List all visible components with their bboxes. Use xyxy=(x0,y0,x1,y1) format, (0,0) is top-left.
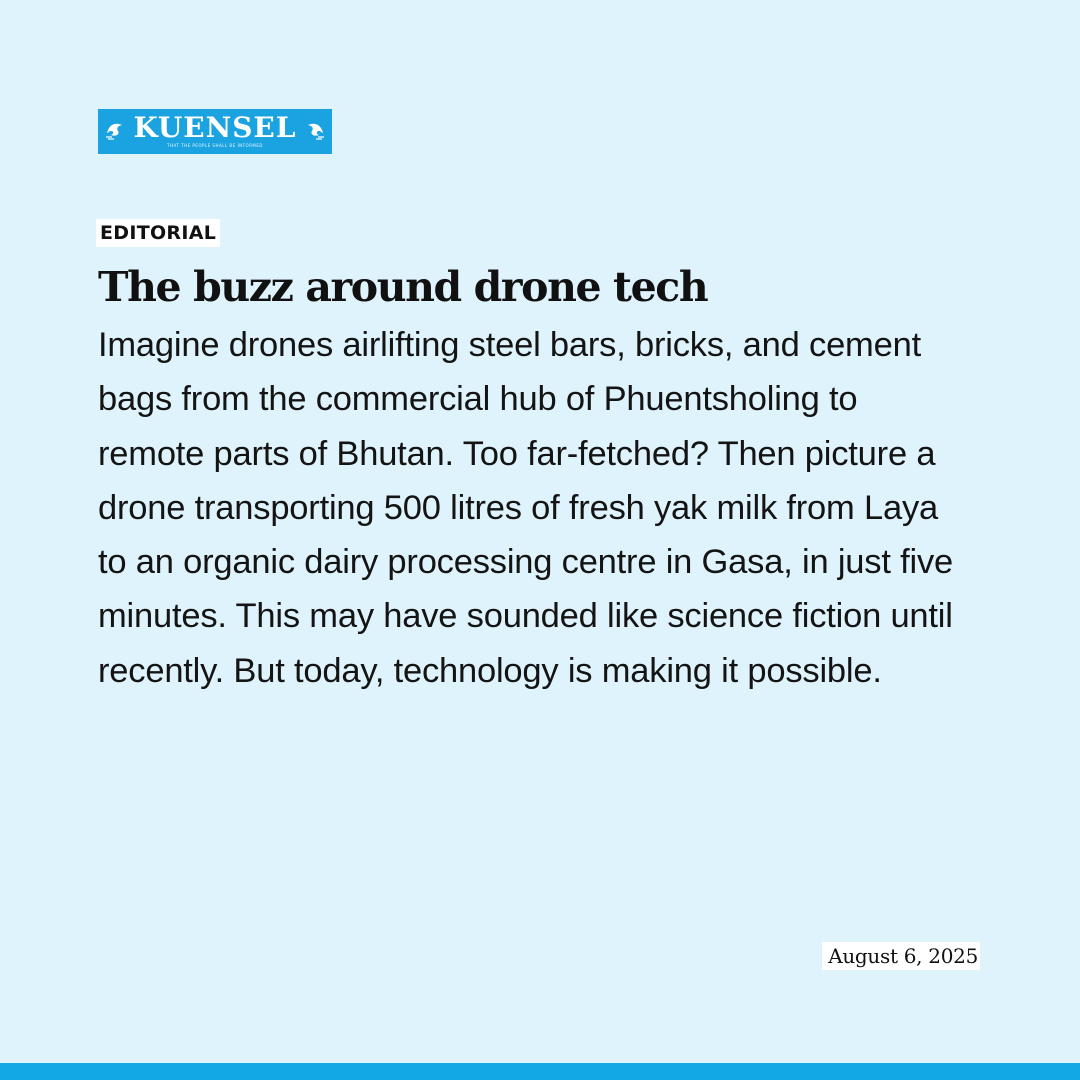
article-body: Imagine drones airlifting steel bars, bricks, and cement bags from the commercial hub of Phuentsholing to remote parts of Bhutan. Too far-fetched? Then picture a drone transporting 500 litres of fresh yak milk from Laya to an organic dairy processing centre in Gasa, in just five minutes. This may have sounded like science fiction until recently. But today, technology is making it possible. xyxy=(98,326,953,690)
kuensel-logo xyxy=(98,109,332,154)
publish-date: August 6, 2025 xyxy=(822,942,980,970)
logo-tagline: THAT THE PEOPLE SHALL BE INFORMED xyxy=(167,143,263,148)
bottom-accent-bar xyxy=(0,1063,1080,1080)
article-headline: The buzz around drone tech xyxy=(98,263,708,311)
logo-wordmark: KUENSEL xyxy=(133,111,297,144)
section-kicker: EDITORIAL xyxy=(96,219,220,247)
dragon-ornament-icon xyxy=(304,118,326,140)
